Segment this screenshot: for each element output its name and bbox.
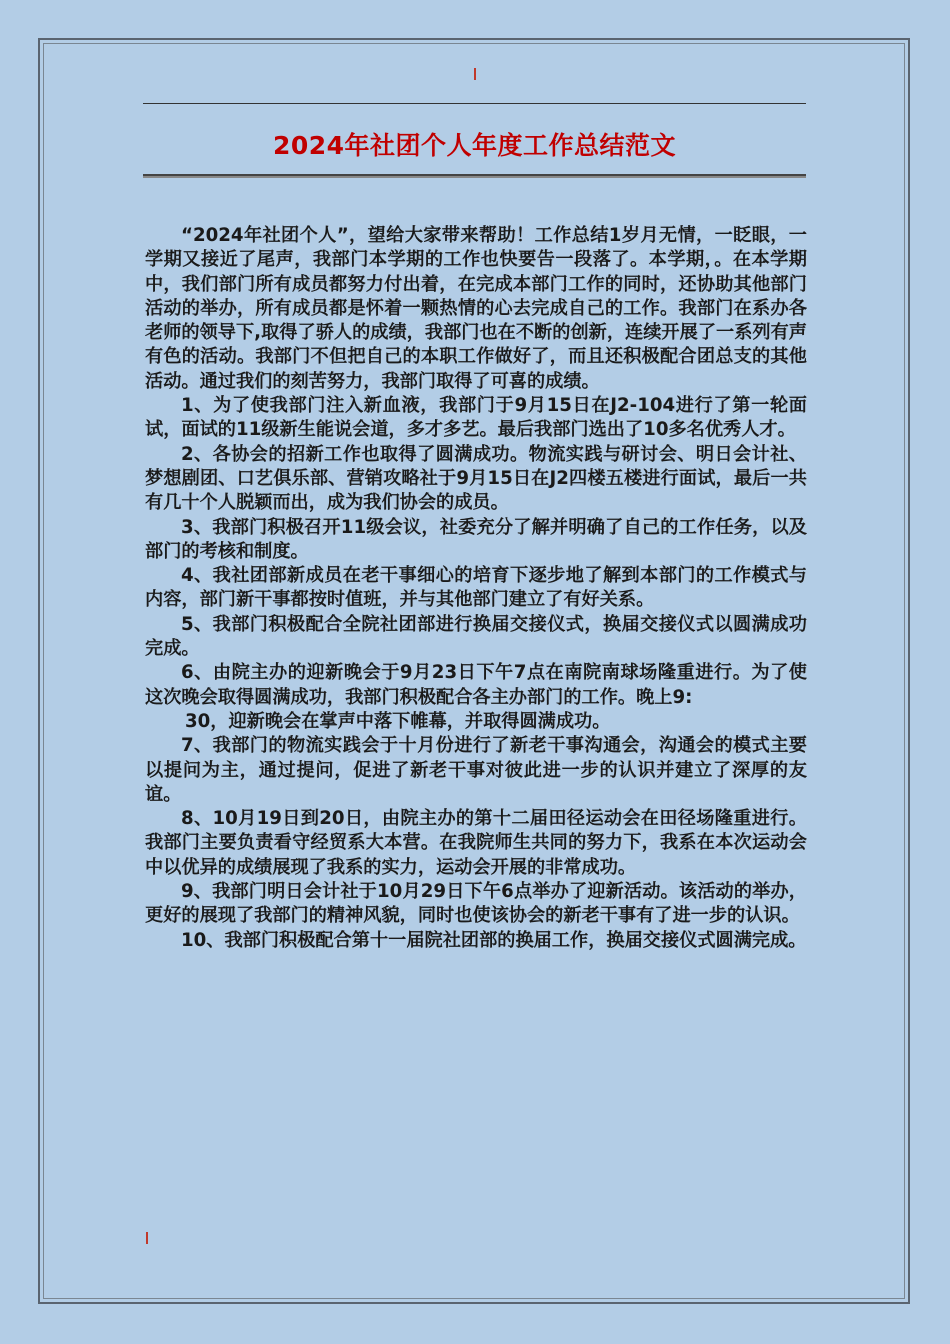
footer-cursor-mark [146, 1232, 148, 1244]
paragraph-item-3: 3、我部门积极召开11级会议，社委充分了解并明确了自己的工作任务，以及部门的考核和制度。 [145, 516, 807, 562]
paragraph-item-9: 9、我部门明日会计社于10月29日下午6点举办了迎新活动。该活动的举办，更好的展现了我部门的精神风貌，同时也使该协会的新老干事有了进一步的认识。 [145, 881, 807, 927]
paragraph-item-5: 5、我部门积极配合全院社团部进行换届交接仪式，换届交接仪式以圆满成功完成。 [145, 613, 807, 660]
paragraph-item-10: 10、我部门积极配合第十一届院社团部的换届工作，换届交接仪式圆满完成。 [181, 929, 807, 951]
paragraph-item-1: 1、为了使我部门注入新血液，我部门于9月15日在J2-104进行了第一轮面试，面试的11级新生能说会道，多才多艺。最后我部门选出了10多名优秀人才。 [145, 395, 807, 441]
header-cursor-mark [474, 68, 476, 80]
paragraph-item-6: 6、由院主办的迎新晚会于9月23日下午7点在南院南球场隆重进行。为了使这次晚会取得圆满成功，我部门积极配合各主办部门的工作。晚上9: [145, 662, 807, 708]
paragraph-item-6-continued: 30，迎新晚会在掌声中落下帷幕，并取得圆满成功。 [185, 710, 611, 732]
paragraph-item-8: 8、10月19日到20日，由院主办的第十二届田径运动会在田径场隆重进行。我部门主要负责看守经贸系大本营。在我院师生共同的努力下，我系在本次运动会中以优异的成绩展现了我系的实力，运动会开展的非常成功。 [145, 808, 807, 878]
paragraph-item-2: 2、各协会的招新工作也取得了圆满成功。物流实践与研讨会、明日会计社、梦想剧团、口艺俱乐部、营销攻略社于9月15日在J2四楼五楼进行面试，最后一共有几十个人脱颖而出，成为我们协会的成员。 [145, 443, 807, 514]
document-title: 2024年社团个人年度工作总结范文 [272, 131, 677, 160]
document-body [145, 224, 807, 953]
title-underline-rule [143, 174, 806, 176]
paragraph-intro: “2024年社团个人”，望给大家带来帮助！工作总结1岁月无情，一眨眼，一学期又接近了尾声，我部门本学期的工作也快要告一段落了。本学期，。在本学期中，我们部门所有成员都努力付出着，在完成本部门工作的同时，还协助其他部门活动的举办，所有成员都是怀着一颗热情的心去完成自己的工作。我部门在系办各老师的领导下,取得了骄人的成绩，我部门也在不断的创新，连续开展了一系列有声有色的活动。我部门不但把自己的本职工作做好了，而且还积极配合团总支的其他活动。通过我们的刻苦努力，我部门取得了可喜的成绩。 [145, 225, 807, 392]
header-rule [143, 103, 806, 104]
paragraph-item-7: 7、我部门的物流实践会于十月份进行了新老干事沟通会，沟通会的模式主要以提问为主，通过提问，促进了新老干事对彼此进一步的认识并建立了深厚的友谊。 [145, 735, 807, 805]
paragraph-item-4: 4、我社团部新成员在老干事细心的培育下逐步地了解到本部门的工作模式与内容，部门新干事都按时值班，并与其他部门建立了有好关系。 [145, 565, 807, 611]
